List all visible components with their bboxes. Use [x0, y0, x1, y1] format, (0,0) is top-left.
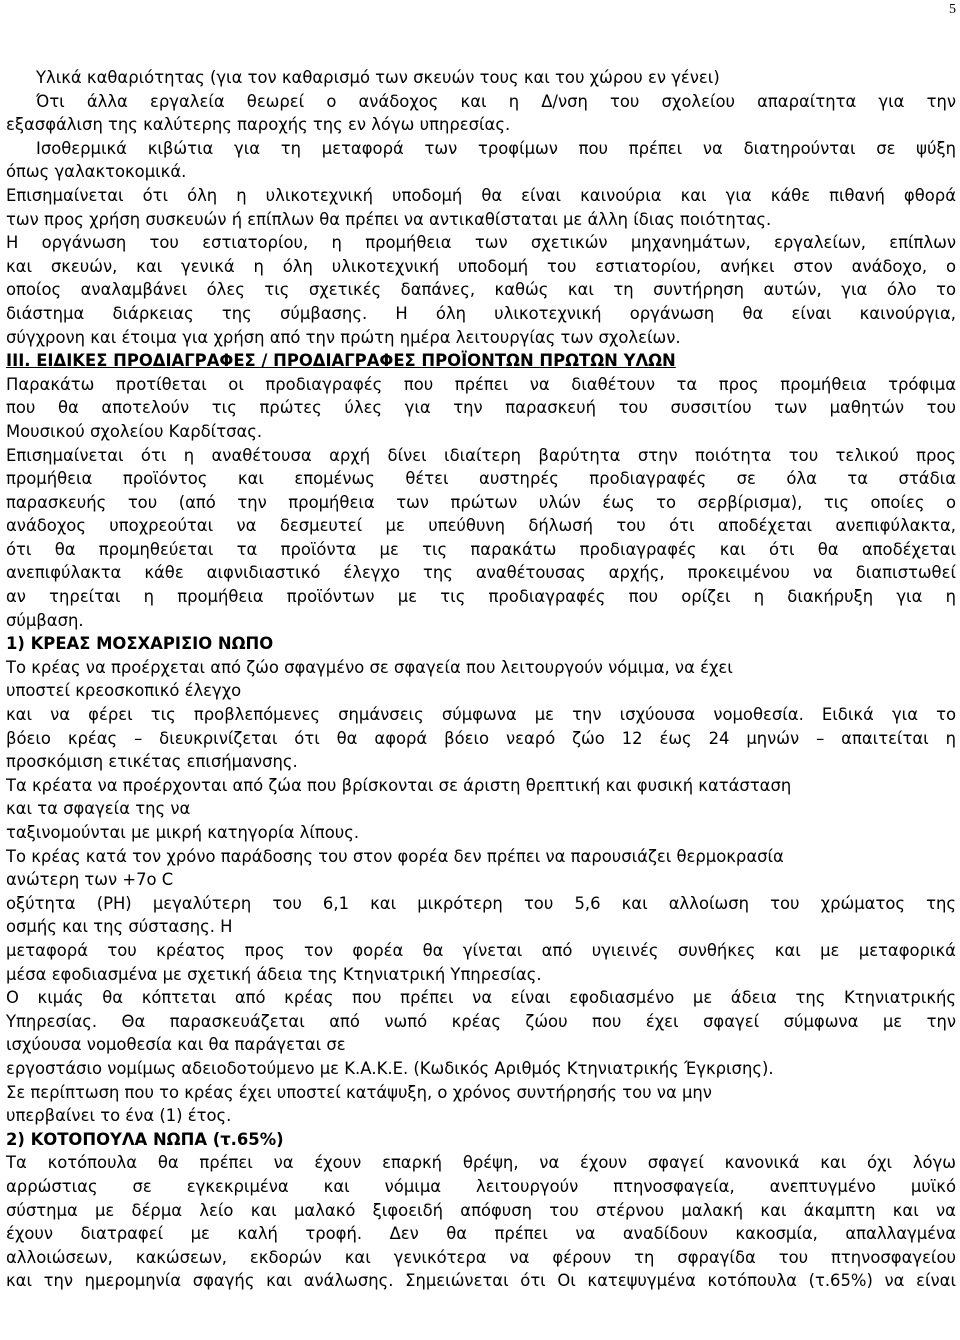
text-line: όπως γαλακτοκομικά.: [6, 162, 187, 182]
text-line: ανεπιφύλακτα κάθε αιφνιδιαστικό έλεγχο της αναθέτουσας αρχής, προκειμένου να διαπιστωθεί: [6, 563, 956, 583]
text-line: αλλοιώσεων, κακώσεων, εκδορών και γενικότερα να φέρουν τη σφραγίδα του πτηνοσφαγείου: [6, 1247, 956, 1267]
page-number: 5: [949, 2, 956, 17]
section-heading: III. ΕΙΔΙΚΕΣ ΠΡΟΔΙΑΓΡΑΦΕΣ / ΠΡΟΔΙΑΓΡΑΦΕΣ ΠΡΟΪΟΝΤΩΝ ΠΡΩΤΩΝ ΥΛΩΝ: [6, 351, 676, 371]
text-line: Τα κρέατα να προέρχονται από ζώα που βρίσκονται σε άριστη θρεπτική και φυσική κατάσταση: [6, 775, 792, 795]
text-line: βόειο κρέας – διευκρινίζεται ότι θα αφορά βόειο νεαρό ζώο 12 έως 24 μηνών – απαιτείται η: [6, 728, 956, 748]
text-line: και να φέρει τις προβλεπόμενες σημάνσεις σύμφωνα με την ισχύουσα νομοθεσία. Ειδικά για το: [6, 705, 956, 725]
text-line: Ο κιμάς θα κόπτεται από κρέας που πρέπει να είναι εφοδιασμένο με άδεια της Κτηνιατρικής: [6, 988, 956, 1008]
text-line: αν τηρείται η προμήθεια προϊόντων με τις προδιαγραφές που ορίζει η διακήρυξη για η: [6, 587, 956, 607]
text-line: Η οργάνωση του εστιατορίου, η προμήθεια των σχετικών μηχανημάτων, εργαλείων, επίπλων: [6, 233, 956, 253]
text-line: ταξινομούνται με μικρή κατηγορία λίπους.: [6, 823, 360, 842]
text-line: εξασφάλιση της καλύτερης παροχής της εν λόγω υπηρεσίας.: [6, 115, 511, 135]
text-line: Μουσικού σχολείου Καρδίτσας.: [6, 421, 263, 441]
text-line: των προς χρήση συσκευών ή επίπλων θα πρέπει να αντικαθίσταται με άλλη ίδιας ποιότητας.: [6, 209, 772, 229]
text-line: Το κρέας να προέρχεται από ζώο σφαγμένο σε σφαγεία που λειτουργούν νόμιμα, να έχει: [6, 657, 733, 677]
section-heading: 2) ΚΟΤΟΠΟΥΛΑ ΝΩΠΑ (τ.65%): [6, 1129, 284, 1149]
text-line: σύμβαση.: [6, 610, 84, 630]
text-line: Υλικά καθαριότητας (για τον καθαρισμό των σκευών τους και του χώρου εν γένει): [36, 68, 720, 87]
text-line: διάστημα διάρκειας της σύμβασης. Η όλη υλικοτεχνική οργάνωση θα είναι καινούργια,: [6, 303, 956, 323]
document-body: [6, 66, 956, 1293]
text-line: Τα κοτόπουλα θα πρέπει να έχουν επαρκή θρέψη, να έχουν σφαγεί κανονικά και όχι λόγω: [6, 1153, 956, 1173]
text-line: παρασκευής του (από την προμήθεια των πρώτων υλών έως το σερβίρισμα), τις οποίες ο: [6, 492, 956, 512]
text-line: που θα αποτελούν τις πρώτες ύλες για την παρασκευή του συσσιτίου των μαθητών του: [6, 398, 956, 418]
text-line: Παρακάτω προτίθεται οι προδιαγραφές που πρέπει να διαθέτουν τα προς προμήθεια τρόφιμα: [6, 374, 956, 394]
text-line: μέσα εφοδιασμένα με σχετική άδεια της Κτηνιατρική Υπηρεσίας.: [6, 964, 542, 984]
text-line: Ισοθερμικά κιβώτια για τη μεταφορά των τροφίμων που πρέπει να διατηρούνται σε ψύξη: [36, 138, 956, 158]
text-line: εργοστάσιο νομίμως αδειοδοτούμενο με Κ.Α.Κ.Ε. (Κωδικός Αριθμός Κτηνιατρικής Έγκρισης).: [6, 1058, 774, 1078]
text-line: υπερβαίνει το ένα (1) έτος.: [6, 1106, 232, 1126]
text-line: Σε περίπτωση που το κρέας έχει υποστεί κατάψυξη, ο χρόνος συντήρησής του να μην: [6, 1082, 712, 1102]
text-line: ότι θα προμηθεύεται τα προϊόντα με τις παρακάτω προδιαγραφές και ότι θα αποδέχεται: [6, 539, 956, 559]
text-line: σύστημα με δέρμα λείο και μαλακό ξιφοειδή απόφυση του στέρνου μαλακή και άκαμπτη και να: [6, 1200, 956, 1220]
text-line: ισχύουσα νομοθεσία και θα παράγεται σε: [6, 1035, 346, 1055]
text-line: οποίος αναλαμβάνει όλες τις σχετικές δαπάνες, καθώς και τη συντήρηση αυτών, για όλο το: [6, 280, 956, 300]
text-line: Υπηρεσίας. Θα παρασκευάζεται από νωπό κρέας ζώου που έχει σφαγεί σύμφωνα με την: [6, 1011, 956, 1031]
text-line: Το κρέας κατά τον χρόνο παράδοσης του στον φορέα δεν πρέπει να παρουσιάζει θερμοκρασία: [6, 846, 784, 866]
text-line: προμήθεια προϊόντος και επομένως θέτει αυστηρές προδιαγραφές σε όλα τα στάδια: [6, 469, 956, 489]
text-line: και τα σφαγεία της να: [6, 799, 191, 819]
text-line: προσκόμιση ετικέτας επισήμανσης.: [6, 752, 298, 772]
text-line: οσμής και της σύστασης. Η: [6, 917, 233, 937]
text-line: οξύτητα (PH) μεγαλύτερη του 6,1 και μικρότερη του 5,6 και αλλοίωση του χρώματος της: [6, 893, 956, 913]
text-line: ανώτερη των +7ο C: [6, 870, 174, 890]
text-line: Επισημαίνεται ότι η αναθέτουσα αρχή δίνει ιδιαίτερη βαρύτητα στην ποιότητα του τελικού προς: [6, 445, 956, 465]
text-line: και την ημερομηνία σφαγής και ανάλωσης. Σημειώνεται ότι Οι κατεψυγμένα κοτόπουλα (τ.65%) να είναι: [6, 1271, 956, 1291]
section-heading: 1) ΚΡΕΑΣ ΜΟΣΧΑΡΙΣΙΟ ΝΩΠΟ: [6, 634, 274, 654]
text-line: Ότι άλλα εργαλεία θεωρεί ο ανάδοχος και η Δ/νση του σχολείου απαραίτητα για την: [36, 91, 956, 111]
text-line: Επισημαίνεται ότι όλη η υλικοτεχνική υποδομή θα είναι καινούρια και για κάθε πιθανή φθορά: [6, 185, 956, 205]
text-line: και σκευών, και γενικά η όλη υλικοτεχνική υποδομή του εστιατορίου, ανήκει στον ανάδοχο, ο: [6, 256, 956, 276]
text-line: αρρώστιας σε εγκεκριμένα και νόμιμα λειτουργούν πτηνοσφαγεία, ανεπτυγμένο μυϊκό: [6, 1176, 956, 1196]
text-line: μεταφορά του κρέατος προς τον φορέα θα γίνεται από υγιεινές συνθήκες και με μεταφορικά: [6, 940, 956, 960]
text-line: υποστεί κρεοσκοπικό έλεγχο: [6, 681, 242, 701]
text-line: σύγχρονη και έτοιμα για χρήση από την πρώτη ημέρα λειτουργίας των σχολείων.: [6, 327, 681, 347]
text-line: έχουν διατραφεί με καλή τροφή. Δεν θα πρέπει να αναδίδουν κακοσμία, απαλλαγμένα: [6, 1224, 956, 1244]
text-line: ανάδοχος υποχρεούται να δεσμευτεί με υπεύθυνη δήλωσή του ότι αποδέχεται ανεπιφύλακτα,: [6, 516, 956, 536]
